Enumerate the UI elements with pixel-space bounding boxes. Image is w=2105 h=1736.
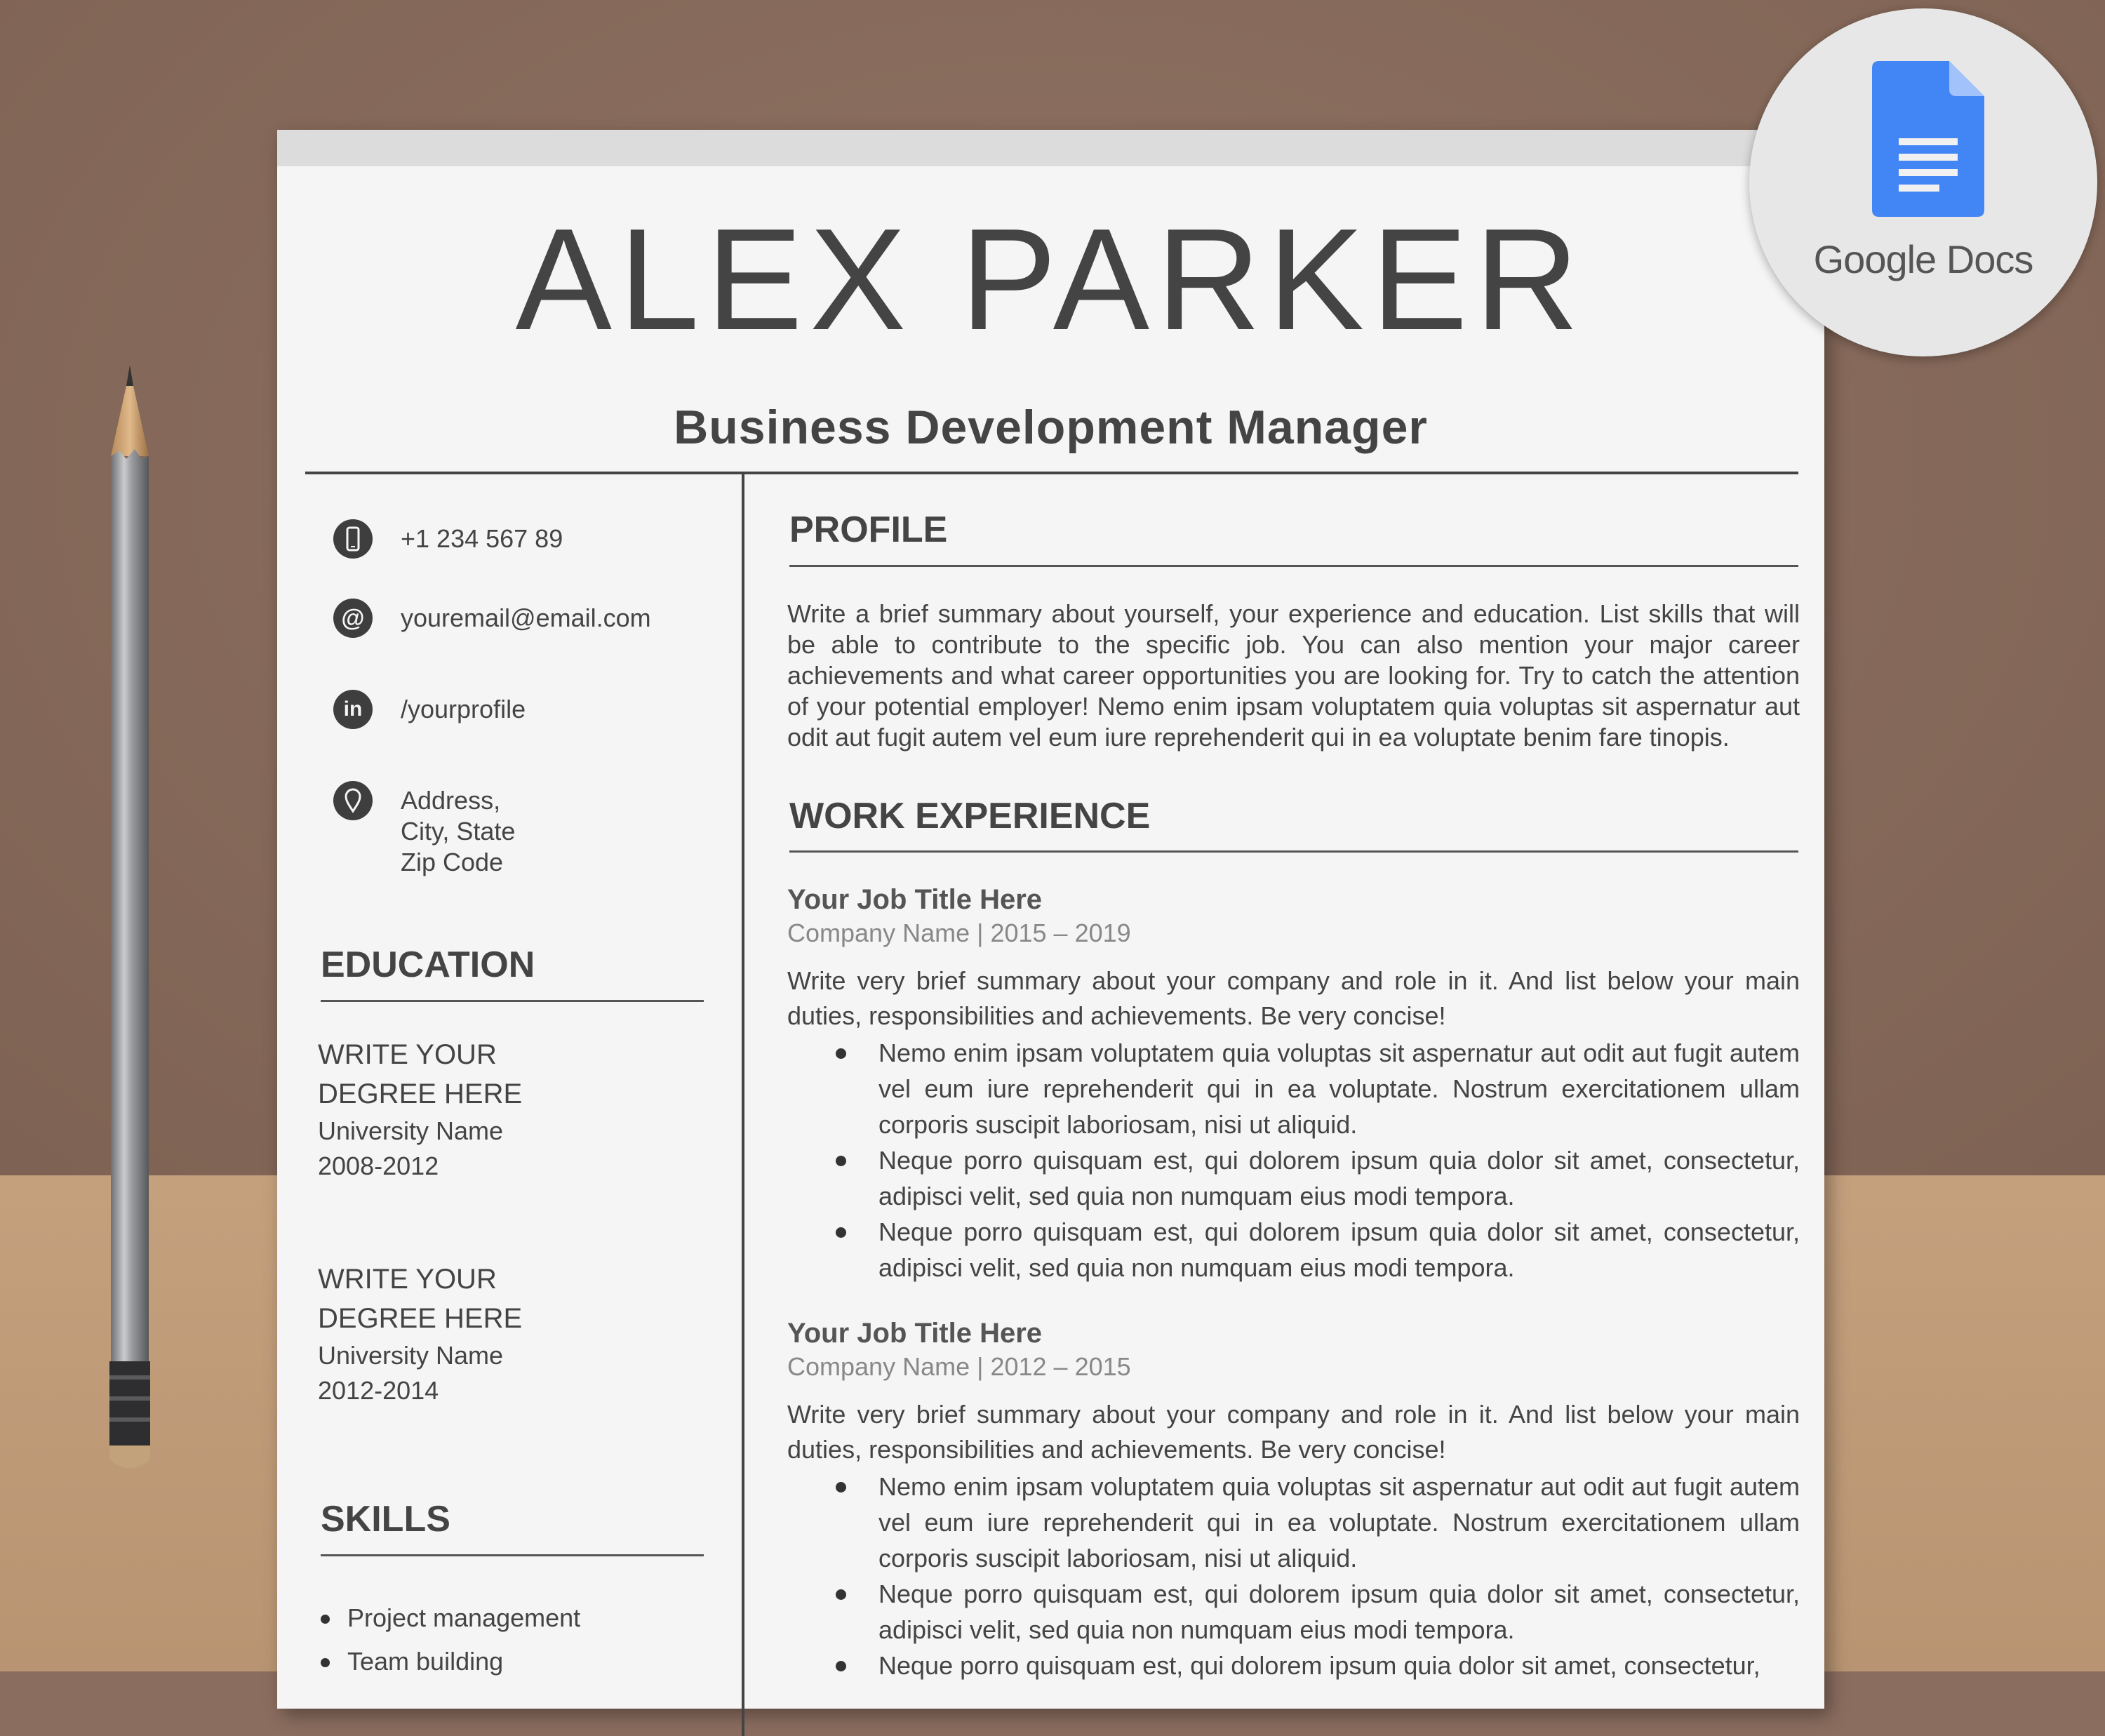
linkedin-icon: in (333, 690, 373, 729)
profile-text: Write a brief summary about yourself, your experience and education. List skills that will be able to contribute to the specific job. You can also mention your major career achievements and what career opportunities you are looking for. Try to catch the attention of your potential employer! Nemo enim ipsam voluptatem quia voluptas sit aspernatur aut odit aut fugit autem vel eum iure reprehenderit qui in ea voluptate benim fare tinopis. (787, 599, 1800, 752)
duty-item: Nemo enim ipsam voluptatem quia voluptas sit aspernatur aut odit aut fugit autem vel eum iure reprehenderit qui in ea voluptate. Nostrum exercitationem ullam corporis suscipit laboriosam, nisi ut aliquid. (787, 1035, 1800, 1142)
job-title: Your Job Title Here (787, 1318, 1043, 1349)
header-divider (305, 472, 1798, 474)
degree: WRITE YOUR DEGREE HERE (318, 1264, 523, 1334)
skills-list (321, 1596, 580, 1683)
education-rule (321, 1000, 704, 1002)
job-company: Company Name | 2015 – 2019 (787, 919, 1131, 947)
google-docs-icon (1872, 61, 1984, 217)
job-duties (787, 1035, 1800, 1286)
job-company: Company Name | 2012 – 2015 (787, 1352, 1131, 1381)
work-heading: WORK EXPERIENCE (789, 796, 1151, 836)
column-divider (742, 473, 744, 1736)
education-entry (318, 1035, 522, 1184)
email-text: youremail@email.com (401, 603, 651, 632)
at-sign-icon: @ (333, 599, 373, 638)
education-years: 2008-2012 (318, 1151, 439, 1180)
page-top-edge (277, 130, 1824, 166)
education-heading: EDUCATION (321, 944, 535, 985)
duty-item: Neque porro quisquam est, qui dolorem ipsum quia dolor sit amet, consectetur, adipisci velit, sed quia non numquam eius modi tempora. (787, 1214, 1800, 1286)
skill-item: Team building (321, 1640, 580, 1683)
contact-linkedin (333, 690, 526, 729)
university: University Name (318, 1116, 504, 1145)
address-text: Address, City, State Zip Code (401, 786, 516, 876)
duty-item: Neque porro quisquam est, qui dolorem ipsum quia dolor sit amet, consectetur, (787, 1648, 1800, 1683)
contact-address (333, 781, 515, 878)
skills-heading: SKILLS (321, 1499, 450, 1540)
job-summary: Write very brief summary about your company and role in it. And list below your main duties, responsibilities and achievements. Be very concise! (787, 1400, 1800, 1464)
skill-item: Project management (321, 1596, 580, 1640)
work-rule (789, 850, 1798, 853)
university: University Name (318, 1341, 504, 1370)
map-pin-icon (333, 781, 373, 820)
job-summary: Write very brief summary about your company and role in it. And list below your main duties, responsibilities and achievements. Be very concise! (787, 966, 1800, 1030)
google-docs-label: Google Docs (1813, 237, 2033, 281)
contact-email (333, 599, 651, 638)
pencil-icon (105, 365, 154, 1474)
resume-job-title: Business Development Manager (674, 401, 1428, 454)
education-years: 2012-2014 (318, 1376, 439, 1405)
profile-heading: PROFILE (789, 509, 948, 550)
resume-name: ALEX PARKER (515, 199, 1586, 360)
duty-item: Neque porro quisquam est, qui dolorem ipsum quia dolor sit amet, consectetur, adipisci velit, sed quia non numquam eius modi tempora. (787, 1576, 1800, 1648)
skills-rule (321, 1554, 704, 1556)
linkedin-text: /yourprofile (401, 695, 526, 723)
duty-item: Neque porro quisquam est, qui dolorem ipsum quia dolor sit amet, consectetur, adipisci velit, sed quia non numquam eius modi tempora. (787, 1142, 1800, 1214)
resume-page (277, 130, 1824, 1709)
google-docs-badge (1749, 8, 2097, 356)
education-entry (318, 1260, 522, 1408)
phone-text: +1 234 567 89 (401, 524, 563, 553)
degree: WRITE YOUR DEGREE HERE (318, 1039, 523, 1109)
job-duties (787, 1469, 1800, 1683)
duty-item: Nemo enim ipsam voluptatem quia voluptas sit aspernatur aut odit aut fugit autem vel eum iure reprehenderit qui in ea voluptate. Nostrum exercitationem ullam corporis suscipit laboriosam, nisi ut aliquid. (787, 1469, 1800, 1576)
profile-rule (789, 565, 1798, 567)
job-title: Your Job Title Here (787, 884, 1043, 915)
contact-phone (333, 519, 563, 559)
phone-icon (333, 519, 373, 559)
